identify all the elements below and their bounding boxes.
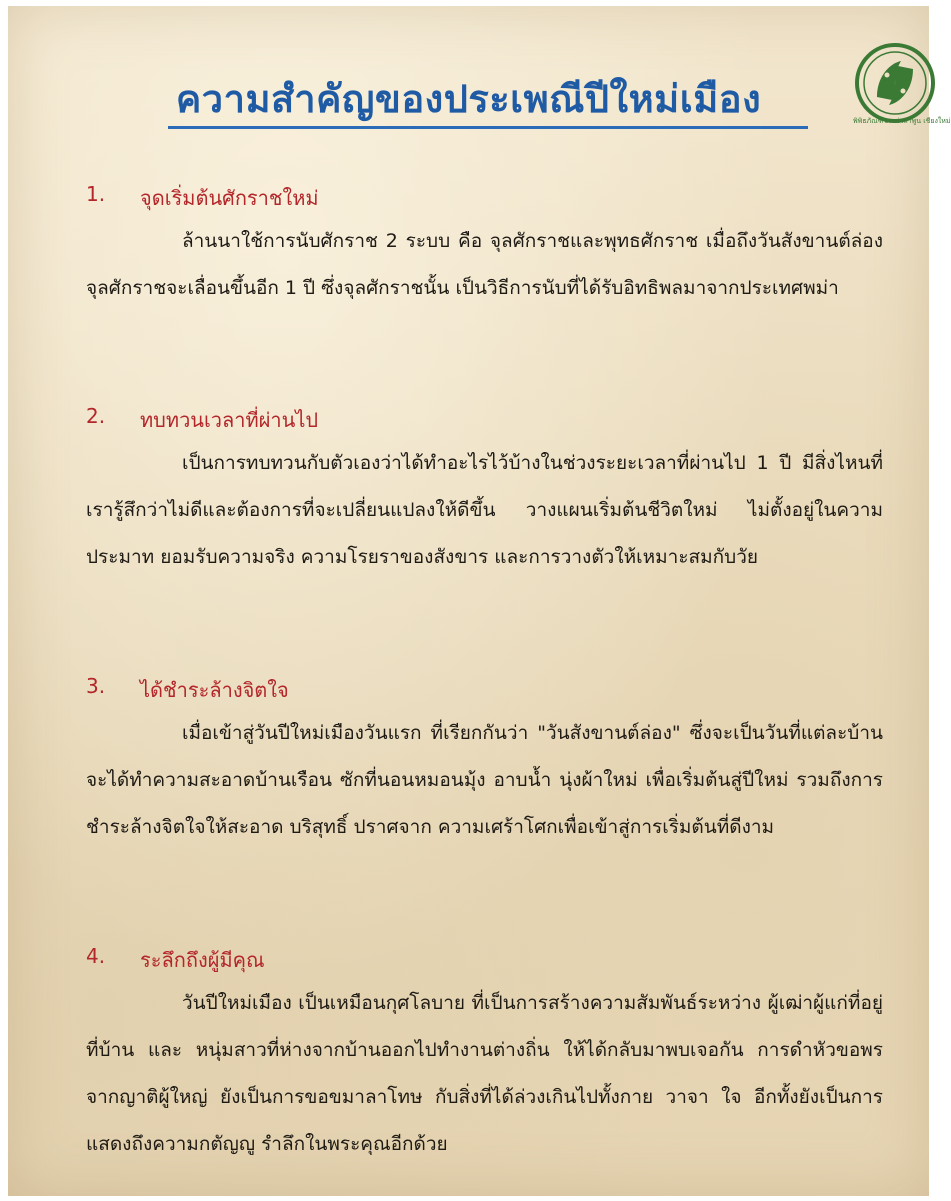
section-number: 1.: [86, 182, 106, 206]
section-3: [8, 670, 929, 851]
poster: [8, 6, 951, 1196]
section-4: [8, 940, 929, 1168]
section-paragraph: ล้านนาใช้การนับศักราช 2 ระบบ คือ จุลศักราชและพุทธศักราช เมื่อถึงวันสังขานต์ล่อง จุลศักราชจะเลื่อนขึ้นอีก 1 ปี ซึ่งจุลศักราชนั้น เป็นวิธีการนับที่ได้รับอิทธิพลมาจากประเทศพม่า: [86, 230, 883, 299]
section-heading: [8, 670, 929, 710]
section-paragraph: เมื่อเข้าสู่วันปีใหม่เมืองวันแรก ที่เรียกกันว่า "วันสังขานต์ล่อง" ซึ่งจะเป็นวันที่แต่ละบ้านจะได้ทำความสะอาดบ้านเรือน ซักที่นอนหมอนมุ้ง อาบน้ำ นุ่งผ้าใหม่ เพื่อเริ่มต้นสู่ปีใหม่ รวมถึงการชำระล้างจิตใจให้สะอาด บริสุทธิ์ ปราศจาก ความเศร้าโศกเพื่อเข้าสู่การเริ่มต้นที่ดีงาม: [86, 722, 883, 838]
logo-caption: พิพิธภัณฑ์ชนเผ่าลำพูน เชียงใหม่: [853, 117, 951, 125]
section-heading: [8, 400, 929, 440]
section-paragraph: เป็นการทบทวนกับตัวเองว่าได้ทำอะไรไว้บ้างในช่วงระยะเวลาที่ผ่านไป 1 ปี มีสิ่งไหนที่เรารู้สึกว่าไม่ดีและต้องการที่จะเปลี่ยนแปลงให้ดีขึ้น วางแผนเริ่มต้นชีวิตใหม่ ไม่ตั้งอยู่ในความประมาท ยอมรับความจริง ความโรยราของสังขาร และการวางตัวให้เหมาะสมกับวัย: [86, 452, 883, 568]
section-number: 2.: [86, 404, 106, 428]
section-2: [8, 400, 929, 581]
section-heading-text: จุดเริ่มต้นศักราชใหม่: [140, 186, 319, 210]
section-heading: [8, 940, 929, 980]
section-heading-text: ระลึกถึงผู้มีคุณ: [140, 948, 265, 972]
section-heading: [8, 178, 929, 218]
section-heading-text: ทบทวนเวลาที่ผ่านไป: [140, 408, 319, 432]
section-number: 3.: [86, 674, 106, 698]
page-title: ความสำคัญของประเพณีปีใหม่เมือง: [175, 77, 762, 121]
section-number: 4.: [86, 944, 106, 968]
section-paragraph: วันปีใหม่เมือง เป็นเหมือนกุศโลบาย ที่เป็นการสร้างความสัมพันธ์ระหว่าง ผู้เฒ่าผู้แก่ที่อยู่ที่บ้าน และ หนุ่มสาวที่ห่างจากบ้านออกไปทำงานต่างถิ่น ให้ได้กลับมาพบเจอกัน การดำหัวขอพรจากญาติผู้ใหญ่ ยังเป็นการขอขมาลาโทษ กับสิ่งที่ได้ล่วงเกินไปทั้งกาย วาจา ใจ อีกทั้งยังเป็นการแสดงถึงความกตัญญู รำลึกในพระคุณอีกด้วย: [86, 992, 883, 1155]
section-1: [8, 178, 929, 312]
section-heading-text: ได้ชำระล้างจิตใจ: [140, 678, 289, 702]
title-underline: [168, 126, 808, 129]
